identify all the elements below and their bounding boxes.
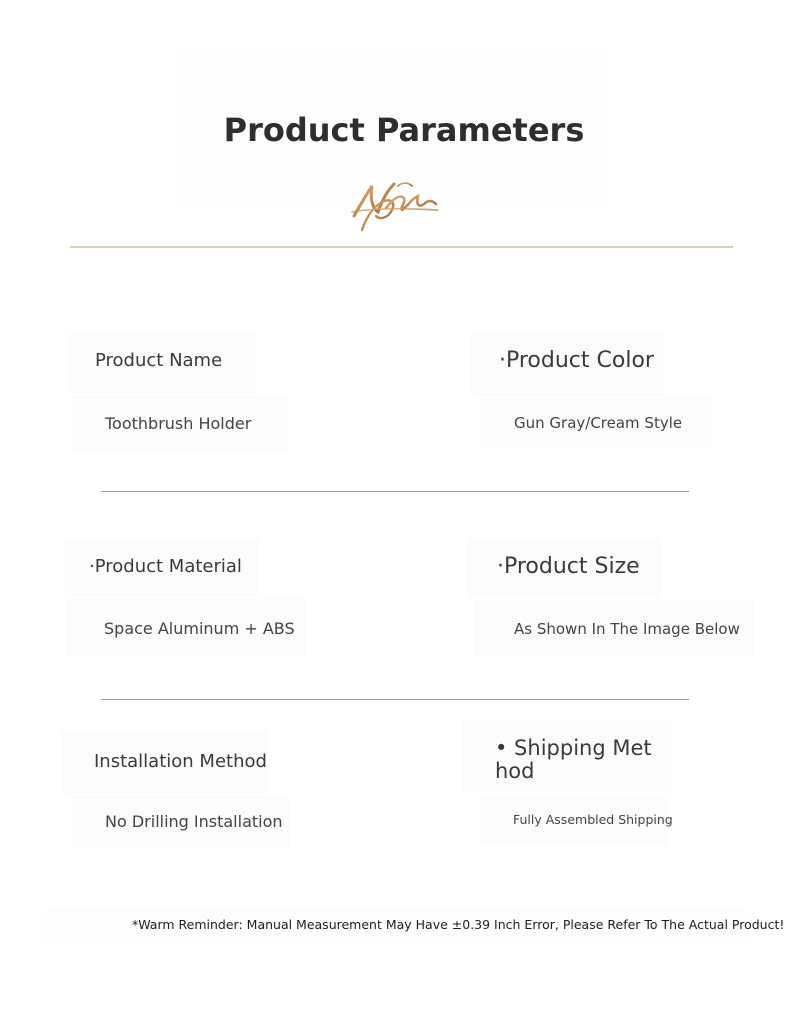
param-label-product-color: ·Product Color (499, 348, 654, 373)
signature-logo-icon (342, 172, 446, 238)
param-value-shipping-method: Fully Assembled Shipping (513, 812, 673, 827)
param-value-product-name: Toothbrush Holder (105, 414, 252, 433)
param-label-product-material: ·Product Material (89, 556, 242, 577)
header-divider (70, 246, 733, 248)
page-title: Product Parameters (223, 111, 585, 149)
warm-reminder-note: *Warm Reminder: Manual Measurement May Have ±0.39 Inch Error, Please Refer To The Actual Product! (132, 917, 785, 932)
row-divider (101, 699, 689, 700)
row-divider (101, 491, 689, 492)
param-value-product-color: Gun Gray/Cream Style (514, 414, 683, 432)
param-label-shipping-method: • Shipping Method (495, 736, 652, 783)
param-value-product-size: As Shown In The Image Below (514, 620, 740, 638)
param-value-installation-method: No Drilling Installation (105, 812, 283, 831)
param-label-product-size: ·Product Size (497, 554, 640, 579)
param-label-installation-method: Installation Method (94, 751, 267, 772)
param-value-product-material: Space Aluminum + ABS (104, 619, 295, 638)
param-label-product-name: Product Name (95, 350, 223, 371)
